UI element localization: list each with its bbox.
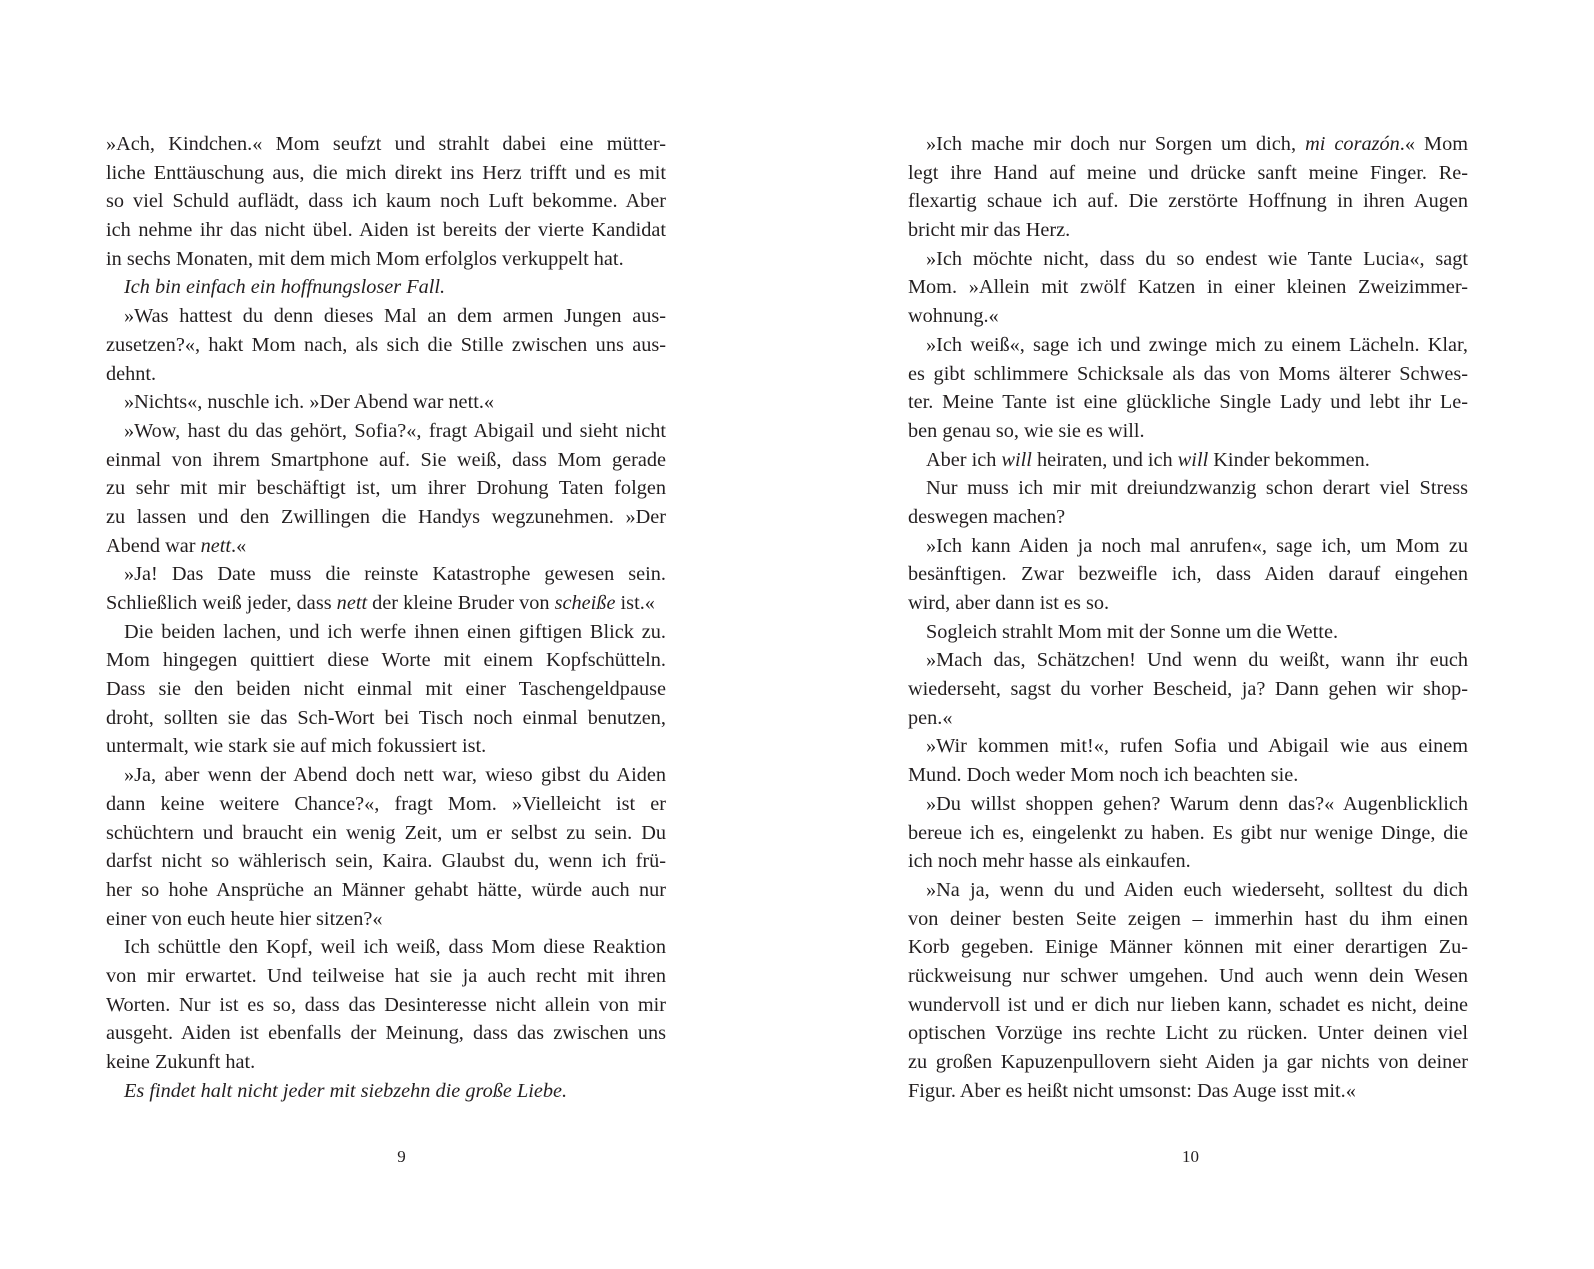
text-segment: »Ich mache mir doch nur Sorgen um dich, [926, 133, 1306, 155]
italic-text: nett [336, 592, 368, 614]
text-line [908, 388, 1468, 417]
text-segment: »Ich weiß«, sage ich und zwinge mich zu einem Lächeln. Klar, [926, 333, 1468, 356]
text-segment: Mom. »Allein mit zwölf Katzen in einer kleinen Zweizimmer- [908, 276, 1468, 299]
text-line [106, 704, 666, 733]
text-segment: Nur muss ich mir mit dreiundzwanzig schon derart viel Stress [926, 477, 1468, 500]
text-line [908, 474, 1468, 503]
italic-text: will [1001, 448, 1032, 471]
text-line [106, 446, 666, 475]
text-line [106, 245, 666, 274]
text-segment: »Ja! Das Date muss die reinste Katastrophe gewesen sein. [124, 563, 666, 586]
text-segment: zu lassen und den Zwillingen die Handys wegzunehmen. »Der [106, 505, 666, 528]
text-segment: »Na ja, wenn du und Aiden euch wiederseht, solltest du dich [926, 878, 1468, 901]
text-segment: »Wir kommen mit!«, rufen Sofia und Abigail wie aus einem [926, 735, 1468, 758]
text-line [908, 761, 1468, 790]
text-line [106, 302, 666, 331]
text-segment: Kinder bekommen. [1208, 448, 1370, 471]
text-segment: »Ich möchte nicht, dass du so endest wie Tante Lucia«, sagt [926, 247, 1468, 270]
text-segment: von mir erwartet. Und teilweise hat sie ja auch recht mit ihren [106, 964, 666, 987]
text-segment: der kleine Bruder von [367, 592, 555, 614]
text-segment: .« Mom [1399, 133, 1469, 155]
text-segment: ben genau so, wie sie es will. [908, 419, 1145, 442]
text-segment: »Wow, hast du das gehört, Sofia?«, fragt Abigail und sieht nicht [124, 419, 666, 442]
text-line [106, 187, 666, 216]
text-line [106, 819, 666, 848]
text-segment: rückweisung nur schwer umgehen. Und auch wenn dein Wesen [908, 964, 1468, 987]
text-line [106, 159, 666, 188]
text-line [908, 962, 1468, 991]
text-line [908, 331, 1468, 360]
text-segment: Aber ich [926, 448, 1002, 471]
text-line [106, 503, 666, 532]
text-line [106, 761, 666, 790]
italic-text: Ich bin einfach ein hoffnungsloser Fall. [124, 276, 446, 299]
text-segment: schüchtern und braucht ein wenig Zeit, um er selbst zu sein. Du [106, 821, 666, 844]
text-line [908, 187, 1468, 216]
text-segment: keine Zukunft hat. [106, 1051, 256, 1073]
text-line [106, 1048, 666, 1077]
text-line [908, 819, 1468, 848]
text-line [908, 618, 1468, 647]
text-line [908, 560, 1468, 589]
text-line [106, 905, 666, 934]
text-segment: bereue ich es, eingelenkt zu haben. Es gibt nur wenige Dinge, die [908, 821, 1468, 844]
text-line [106, 560, 666, 589]
text-line [908, 991, 1468, 1020]
italic-text: nett [200, 534, 232, 557]
text-segment: ist.« [615, 592, 655, 614]
text-segment: »Was hattest du denn dieses Mal an dem armen Jungen aus- [124, 305, 666, 328]
text-line [106, 732, 666, 761]
text-segment: ter. Meine Tante ist eine glückliche Single Lady und lebt ihr Le- [908, 391, 1468, 414]
text-line [908, 790, 1468, 819]
text-segment: so viel Schuld auflädt, dass ich kaum noch Luft bekomme. Aber [106, 190, 666, 213]
text-line [106, 962, 666, 991]
text-line [106, 618, 666, 647]
text-segment: Die beiden lachen, und ich werfe ihnen einen giftigen Blick zu. [124, 620, 666, 643]
text-line [106, 847, 666, 876]
text-segment: flexartig schaue ich auf. Die zerstörte Hoffnung in ihren Augen [908, 190, 1468, 213]
text-line [908, 446, 1468, 475]
text-line [908, 1077, 1468, 1106]
text-line [106, 790, 666, 819]
text-segment: dann keine weitere Chance?«, fragt Mom. »Vielleicht ist er [106, 792, 666, 815]
text-line [106, 474, 666, 503]
text-line [106, 675, 666, 704]
text-line [908, 1019, 1468, 1048]
text-segment: bricht mir das Herz. [908, 219, 1071, 242]
text-line [106, 933, 666, 962]
text-segment: untermalt, wie stark sie auf mich fokussiert ist. [106, 735, 487, 758]
text-line [106, 532, 666, 561]
italic-text: scheiße [554, 592, 616, 614]
text-line [106, 1077, 666, 1106]
page-number-label: 9 [397, 1147, 406, 1166]
right-page [797, 0, 1594, 1269]
text-segment: Worten. Nur ist es so, dass das Desinteresse nicht allein von mir [106, 993, 666, 1016]
text-segment: wundervoll ist und er dich nur lieben kann, schadet es nicht, deine [908, 993, 1468, 1016]
text-segment: dehnt. [106, 362, 157, 385]
text-segment: Figur. Aber es heißt nicht umsonst: Das Auge isst mit.« [908, 1079, 1356, 1102]
text-line [106, 331, 666, 360]
text-segment: wiederseht, sagst du vorher Bescheid, ja? Dann gehen wir shop- [908, 678, 1468, 701]
text-segment: »Mach das, Schätzchen! Und wenn du weißt, wann ihr euch [926, 649, 1468, 672]
text-segment: zu großen Kapuzenpullovern sieht Aiden ja gar nichts von deiner [908, 1051, 1468, 1073]
text-segment: »Du willst shoppen gehen? Warum denn das?« Augenblicklich [926, 792, 1468, 815]
text-line [106, 273, 666, 302]
text-segment: ausgeht. Aiden ist ebenfalls der Meinung, dass das zwischen uns [106, 1022, 666, 1045]
page-number-label: 10 [1182, 1147, 1199, 1166]
text-line [908, 417, 1468, 446]
text-segment: liche Enttäuschung aus, die mich direkt ins Herz trifft und es mit [106, 161, 666, 184]
text-line [106, 388, 666, 417]
text-segment: her so hohe Ansprüche an Männer gehabt hätte, würde auch nur [106, 878, 666, 901]
text-segment: zusetzen?«, hakt Mom nach, als sich die Stille zwischen uns aus- [106, 333, 666, 356]
text-line [908, 273, 1468, 302]
text-line [106, 646, 666, 675]
text-segment: zu sehr mit mir beschäftigt ist, um ihrer Drohung Taten folgen [106, 477, 666, 500]
text-line [908, 1048, 1468, 1077]
text-segment: heiraten, und ich [1031, 448, 1178, 471]
text-line [106, 417, 666, 446]
text-line [908, 216, 1468, 245]
text-segment: einmal von ihrem Smartphone auf. Sie weiß, dass Mom gerade [106, 448, 666, 471]
text-segment: Abend war [106, 534, 201, 557]
text-segment: »Ach, Kindchen.« Mom seufzt und strahlt dabei eine mütter- [106, 133, 666, 155]
text-segment: in sechs Monaten, mit dem mich Mom erfolglos verkuppelt hat. [106, 247, 624, 270]
text-line [908, 704, 1468, 733]
left-page-number [0, 1146, 797, 1168]
text-segment: Korb gegeben. Einige Männer können mit einer derartigen Zu- [908, 936, 1468, 959]
text-line [908, 360, 1468, 389]
text-line [106, 876, 666, 905]
italic-text: will [1177, 448, 1209, 471]
text-line [106, 216, 666, 245]
text-segment: Mom hingegen quittiert diese Worte mit einem Kopfschütteln. [106, 649, 666, 672]
text-segment: legt ihre Hand auf meine und drücke sanft meine Finger. Re- [908, 161, 1468, 184]
text-segment: »Nichts«, nuschle ich. »Der Abend war nett.« [124, 391, 495, 414]
text-line [106, 130, 666, 159]
right-page-text [908, 130, 1468, 1105]
text-segment: ich noch mehr hasse als einkaufen. [908, 850, 1191, 873]
text-segment: Dass sie den beiden nicht einmal mit einer Taschengeldpause [106, 678, 666, 701]
text-segment: »Ja, aber wenn der Abend doch nett war, wieso gibst du Aiden [124, 764, 666, 787]
text-segment: Schließlich weiß jeder, dass [106, 592, 337, 614]
text-segment: Sogleich strahlt Mom mit der Sonne um die Wette. [926, 620, 1339, 643]
text-line [106, 589, 666, 618]
text-segment: deswegen machen? [908, 505, 1066, 528]
text-segment: optischen Vorzüge ins rechte Licht zu rücken. Unter deinen viel [908, 1022, 1468, 1045]
text-segment: darfst nicht so wählerisch sein, Kaira. Glaubst du, wenn ich frü- [106, 850, 666, 873]
text-segment: .« [231, 534, 247, 557]
text-line [908, 589, 1468, 618]
text-line [908, 532, 1468, 561]
italic-text: mi corazón [1305, 133, 1400, 155]
left-page-text [106, 130, 666, 1105]
text-line [908, 905, 1468, 934]
text-line [908, 245, 1468, 274]
text-segment: wohnung.« [908, 305, 999, 328]
text-segment: einer von euch heute hier sitzen?« [106, 907, 383, 930]
text-line [908, 130, 1468, 159]
text-line [908, 732, 1468, 761]
text-line [106, 991, 666, 1020]
text-segment: von deiner besten Seite zeigen – immerhin hast du ihm einen [908, 907, 1468, 930]
text-segment: Ich schüttle den Kopf, weil ich weiß, dass Mom diese Reaktion [124, 936, 666, 959]
text-line [908, 675, 1468, 704]
text-line [908, 302, 1468, 331]
text-segment: ich nehme ihr das nicht übel. Aiden ist bereits der vierte Kandidat [106, 219, 666, 242]
italic-text: Es findet halt nicht jeder mit siebzehn die große Liebe. [124, 1079, 568, 1102]
text-line [908, 933, 1468, 962]
text-line [106, 360, 666, 389]
text-line [908, 876, 1468, 905]
text-segment: »Ich kann Aiden ja noch mal anrufen«, sage ich, um Mom zu [926, 534, 1468, 557]
text-segment: pen.« [908, 706, 953, 729]
right-page-number [797, 1146, 1594, 1168]
text-line [908, 159, 1468, 188]
text-line [908, 847, 1468, 876]
text-segment: droht, sollten sie das Sch-Wort bei Tisch noch einmal benutzen, [106, 706, 666, 729]
text-segment: Mund. Doch weder Mom noch ich beachten sie. [908, 764, 1299, 787]
text-line [908, 646, 1468, 675]
text-line [908, 503, 1468, 532]
text-segment: besänftigen. Zwar bezweifle ich, dass Aiden darauf eingehen [908, 563, 1468, 586]
text-line [106, 1019, 666, 1048]
text-segment: es gibt schlimmere Schicksale als das von Moms älterer Schwes- [908, 362, 1468, 385]
text-segment: wird, aber dann ist es so. [908, 592, 1110, 614]
